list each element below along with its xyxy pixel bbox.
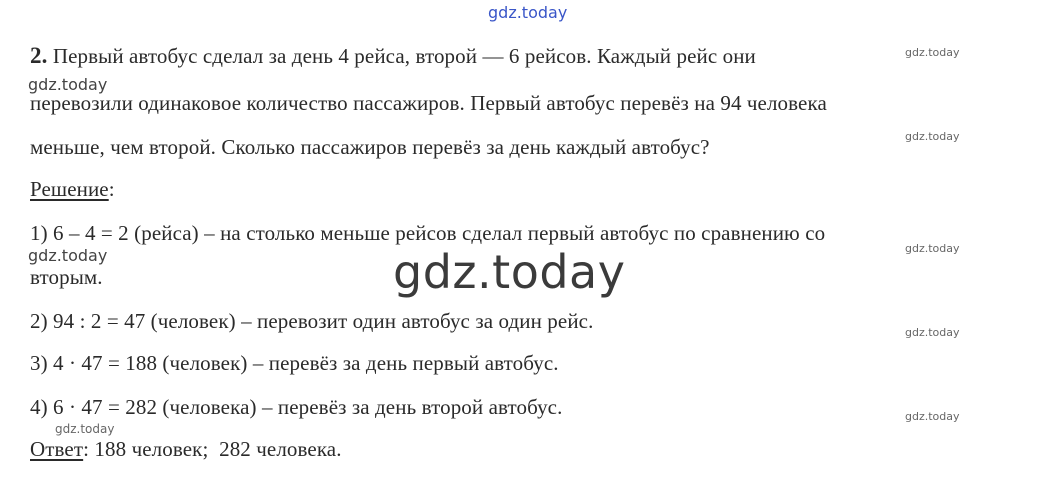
watermark-mid: gdz.today [28,75,108,94]
watermark-small: gdz.today [55,422,115,436]
watermark-large: gdz.today [393,245,626,299]
problem-text: Первый автобус сделал за день 4 рейса, второй — 6 рейсов. Каждый рейс они [52,44,756,68]
solution-step-2: 2) 94 : 2 = 47 (человек) – перевозит один автобус за один рейс. [30,309,594,333]
problem-number: 2. [30,43,48,68]
answer-line [30,437,342,462]
watermark-top: gdz.today [488,3,568,22]
watermark-mid: gdz.today [28,246,108,265]
solution-step-1-cont: вторым. [30,265,103,289]
answer-colon: : [83,437,90,461]
watermark-small: gdz.today [905,410,960,423]
solution-step-3: 3) 4 · 47 = 188 (человек) – перевёз за день первый автобус. [30,351,559,375]
problem-line-1 [30,43,756,69]
problem-line-2: перевозили одинаковое количество пассажиров. Первый автобус перевёз на 94 человека [30,91,827,115]
answer-label: Ответ [30,437,84,461]
watermark-small: gdz.today [905,242,960,255]
solution-heading-colon: : [108,177,115,201]
solution-heading-label: Решение [30,177,109,201]
solution-step-1: 1) 6 – 4 = 2 (рейса) – на столько меньше рейсов сделал первый автобус по сравнению со [30,221,826,245]
solution-heading [30,177,115,202]
watermark-small: gdz.today [905,326,960,339]
watermark-small: gdz.today [905,130,960,143]
solution-step-4: 4) 6 · 47 = 282 (человека) – перевёз за день второй автобус. [30,395,563,419]
watermark-small: gdz.today [905,46,960,59]
answer-text: 188 человек; 282 человека. [89,437,342,461]
problem-line-3: меньше, чем второй. Сколько пассажиров перевёз за день каждый автобус? [30,135,710,159]
